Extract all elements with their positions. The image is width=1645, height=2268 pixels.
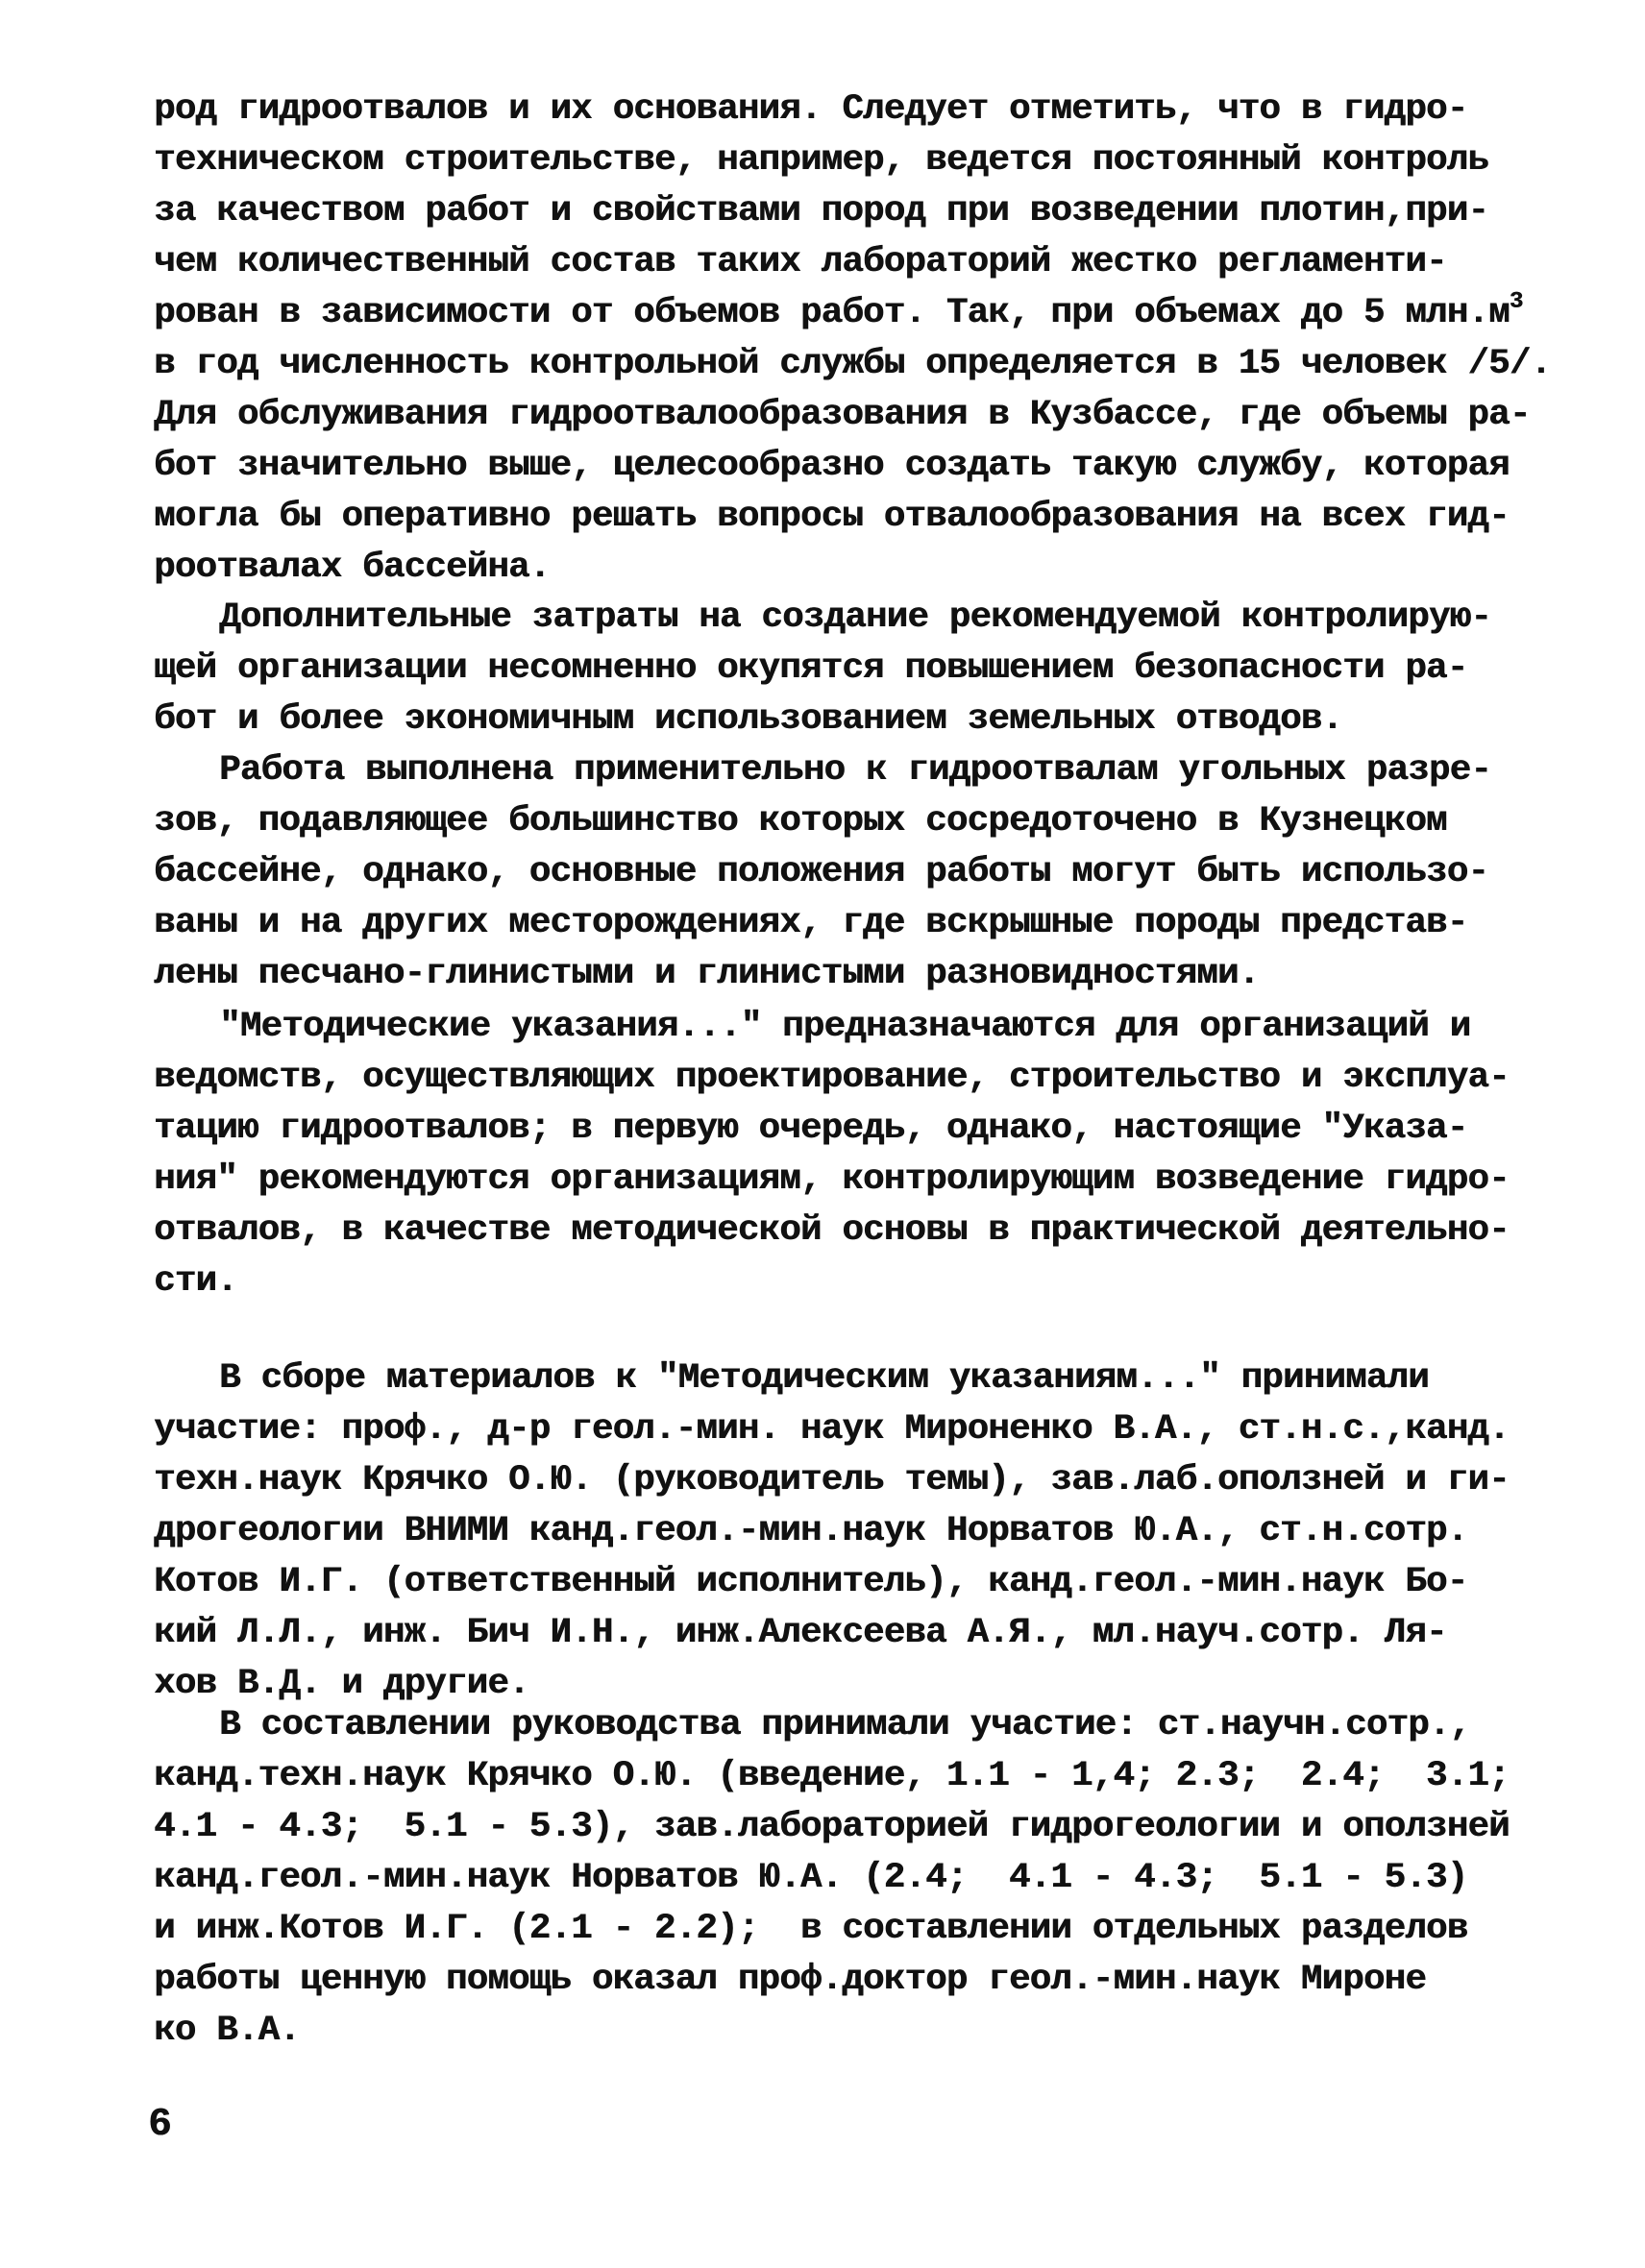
paragraph-contributors-materials [154, 1353, 1557, 1710]
text-line: Котов И.Г. (ответственный исполнитель), канд.геол.-мин.наук Бо- [154, 1562, 1468, 1602]
text-line: бот и более экономичным использованием земельных отводов. [154, 699, 1343, 740]
text-line: участие: проф., д-р геол.-мин. наук Мироненко В.А., ст.н.с.,канд. [154, 1409, 1510, 1450]
text-line: роотвалах бассейна. [154, 548, 551, 588]
text-line: "Методические указания..." предназначаются для организаций и [219, 1007, 1471, 1047]
text-line: бот значительно выше, целесообразно создать такую службу, которая [154, 446, 1510, 486]
text-line: техническом строительстве, например, ведется постоянный контроль [154, 140, 1489, 181]
paragraph-additional-costs [154, 593, 1557, 745]
text-line: Дополнительные затраты на создание рекомендуемой контролирую- [219, 597, 1491, 638]
text-line: чем количественный состав таких лабораторий жестко регламенти- [154, 242, 1447, 282]
text-line: В составлении руководства принимали участие: ст.научн.сотр., [219, 1705, 1471, 1745]
text-line: работы ценную помощь оказал проф.доктор геол.-мин.наук Мироне [154, 1960, 1426, 2000]
text-line: канд.геол.-мин.наук Норватов Ю.А. (2.4; 4.1 - 4.3; 5.1 - 5.3) [154, 1858, 1468, 1898]
text-line: Работа выполнена применительно к гидроотвалам угольных разре- [219, 750, 1491, 791]
text-line: щей организации несомненно окупятся повышением безопасности ра- [154, 648, 1468, 689]
page-number: 6 [148, 2103, 172, 2147]
text-line: тацию гидроотвалов; в первую очередь, однако, настоящие "Указа- [154, 1109, 1468, 1149]
text-line-with-superscript [154, 288, 1557, 339]
paragraph-scope [154, 745, 1557, 1000]
text-line: бассейне, однако, основные положения работы могут быть использо- [154, 852, 1489, 892]
text-line: род гидроотвалов и их основания. Следует отметить, что в гидро- [154, 89, 1468, 130]
text-line: за качеством работ и свойствами пород при возведении плотин,при- [154, 191, 1489, 232]
text-line: в год численность контрольной службы определяется в 15 человек /5/. [154, 344, 1552, 384]
text-line: канд.техн.наук Крячко О.Ю. (введение, 1.1 - 1,4; 2.3; 2.4; 3.1; [154, 1756, 1510, 1796]
text-line: могла бы оперативно решать вопросы отвалообразования на всех гид- [154, 497, 1510, 537]
paragraph-intended-users [154, 1002, 1557, 1307]
text-line: отвалов, в качестве методической основы в практической деятельно- [154, 1210, 1510, 1251]
text-line: зов, подавляющее большинство которых сосредоточено в Кузнецком [154, 801, 1447, 841]
text-line: ведомств, осуществляющих проектирование, строительство и эксплуа- [154, 1058, 1510, 1098]
text-line: техн.наук Крячко О.Ю. (руководитель темы), зав.лаб.оползней и ги- [154, 1460, 1510, 1500]
text-line: ваны и на других месторождениях, где вскрышные породы представ- [154, 903, 1468, 943]
text-line: 4.1 - 4.3; 5.1 - 5.3), зав.лабораторией гидрогеологии и оползней [154, 1807, 1510, 1847]
text-line: лены песчано-глинистыми и глинистыми разновидностями. [154, 954, 1260, 994]
text-line: хов В.Д. и другие. [154, 1664, 529, 1704]
text-line: Для обслуживания гидроотвалообразования в Кузбассе, где объемы ра- [154, 395, 1531, 435]
text-line: ния" рекомендуются организациям, контролирующим возведение гидро- [154, 1159, 1510, 1200]
paragraph-contributors-guide [154, 1700, 1557, 2057]
superscript-cubic: 3 [1509, 289, 1523, 315]
text-line: ко В.А. [154, 2011, 300, 2051]
paragraph-monitoring-service [154, 85, 1557, 594]
text-line: кий Л.Л., инж. Бич И.Н., инж.Алексеева А.Я., мл.науч.сотр. Ля- [154, 1613, 1447, 1653]
text-line: сти. [154, 1261, 237, 1302]
text-line: дрогеологии ВНИМИ канд.геол.-мин.наук Норватов Ю.А., ст.н.сотр. [154, 1511, 1468, 1551]
text-line: В сборе материалов к "Методическим указаниям..." принимали [219, 1358, 1429, 1399]
text-line-main: рован в зависимости от объемов работ. Так, при объемах до 5 млн.м [154, 293, 1510, 333]
text-line: и инж.Котов И.Г. (2.1 - 2.2); в составлении отдельных разделов [154, 1909, 1468, 1949]
